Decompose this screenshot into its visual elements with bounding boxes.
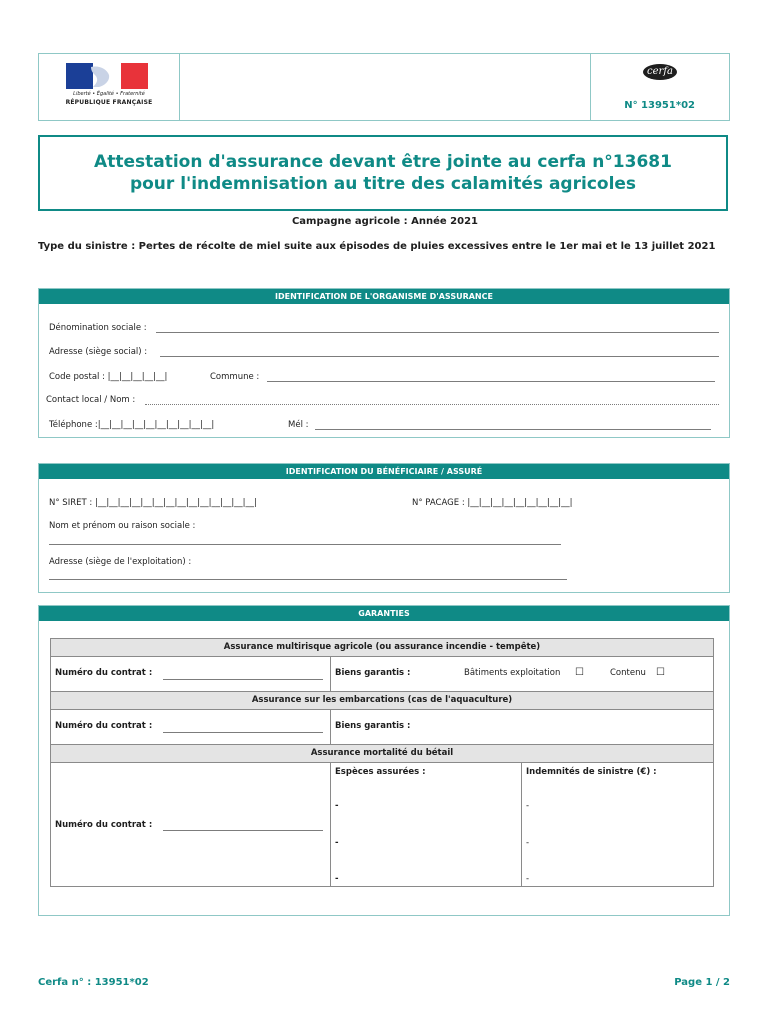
form-title: [38, 135, 728, 211]
title-line-2: pour l'indemnisation au titre des calamités agricoles: [129, 174, 637, 194]
republic-name: RÉPUBLIQUE FRANÇAISE: [65, 99, 153, 106]
indemnite-entry-1[interactable]: -: [526, 801, 530, 811]
embarcations-biens-label: Biens garantis :: [335, 721, 411, 731]
code-postal-field[interactable]: Code postal : |__|__|__|__|__|: [49, 372, 168, 382]
section-beneficiaire: [38, 463, 730, 593]
section-heading: IDENTIFICATION DU BÉNÉFICIAIRE / ASSURÉ: [39, 464, 729, 479]
title-line-1: Attestation d'assurance devant être jointe au cerfa n°13681: [94, 152, 672, 172]
adresse-exploitation-field[interactable]: [49, 579, 567, 580]
pacage-field[interactable]: N° PACAGE : |__|__|__|__|__|__|__|__|__|: [412, 498, 573, 508]
cerfa-number: N° 13951*02: [624, 100, 695, 111]
denomination-label: Dénomination sociale :: [49, 323, 147, 333]
multirisque-header: Assurance multirisque agricole (ou assurance incendie - tempête): [50, 638, 714, 657]
section-heading: IDENTIFICATION DE L'ORGANISME D'ASSURANCE: [39, 289, 729, 304]
espece-entry-2[interactable]: -: [335, 838, 339, 848]
commune-label: Commune :: [210, 372, 260, 382]
mel-field[interactable]: [315, 429, 711, 430]
section-heading: GARANTIES: [39, 606, 729, 621]
adresse-siege-label: Adresse (siège social) :: [49, 347, 148, 357]
cell-divider: [521, 763, 522, 887]
embarcations-header: Assurance sur les embarcations (cas de l'aquaculture): [50, 691, 714, 710]
siret-field[interactable]: N° SIRET : |__|__|__|__|__|__|__|__|__|__|__|__|__|__|: [49, 498, 257, 508]
adresse-exploitation-label: Adresse (siège de l'exploitation) :: [49, 557, 192, 567]
batiments-label: Bâtiments exploitation: [464, 668, 561, 678]
commune-field[interactable]: [267, 381, 715, 382]
especes-label: Espèces assurées :: [335, 767, 426, 777]
espece-entry-1[interactable]: -: [335, 801, 339, 811]
republic-motto: Liberté • Égalité • Fraternité: [73, 91, 145, 97]
embarcations-contrat-field[interactable]: [163, 732, 323, 733]
nom-field[interactable]: [49, 544, 561, 545]
espece-entry-3[interactable]: -: [335, 874, 339, 884]
cell-divider: [330, 710, 331, 744]
nom-label: Nom et prénom ou raison sociale :: [49, 521, 196, 531]
multirisque-biens-label: Biens garantis :: [335, 668, 411, 678]
indemnite-entry-3[interactable]: -: [526, 874, 530, 884]
indemnite-entry-2[interactable]: -: [526, 838, 530, 848]
marianne-logo: [39, 54, 180, 120]
indemnites-label: Indemnités de sinistre (€) :: [526, 767, 657, 777]
french-flag-icon: [66, 63, 148, 89]
adresse-siege-field[interactable]: [160, 356, 719, 357]
campagne-agricole: Campagne agricole : Année 2021: [291, 216, 479, 227]
mel-label: Mél :: [288, 420, 309, 430]
cell-divider: [330, 763, 331, 887]
contenu-label: Contenu: [610, 668, 646, 678]
page-number: Page 1 / 2: [674, 977, 730, 988]
cerfa-cell: [590, 54, 729, 120]
contenu-checkbox[interactable]: ☐: [656, 667, 665, 678]
cell-divider: [330, 657, 331, 691]
multirisque-contrat-field[interactable]: [163, 679, 323, 680]
contact-label: Contact local / Nom :: [46, 395, 136, 405]
footer-cerfa-number: Cerfa n° : 13951*02: [38, 977, 149, 988]
multirisque-contrat-label: Numéro du contrat :: [55, 668, 153, 678]
contact-field[interactable]: [145, 404, 719, 405]
type-sinistre: Type du sinistre : Pertes de récolte de miel suite aux épisodes de pluies excessives entre le 1er mai et le 13 juillet 2021: [38, 241, 716, 252]
embarcations-contrat-label: Numéro du contrat :: [55, 721, 153, 731]
mortalite-contrat-field[interactable]: [163, 830, 323, 831]
mortalite-contrat-label: Numéro du contrat :: [55, 820, 153, 830]
denomination-field[interactable]: [156, 332, 719, 333]
batiments-checkbox[interactable]: ☐: [575, 667, 584, 678]
form-header: [38, 53, 730, 121]
mortalite-header: Assurance mortalité du bétail: [50, 744, 714, 763]
section-organisme-assurance: [38, 288, 730, 438]
marianne-profile-icon: [87, 63, 114, 89]
telephone-field[interactable]: Téléphone :|__|__|__|__|__|__|__|__|__|__|: [49, 420, 215, 430]
cerfa-logo: cerfa: [643, 64, 677, 80]
